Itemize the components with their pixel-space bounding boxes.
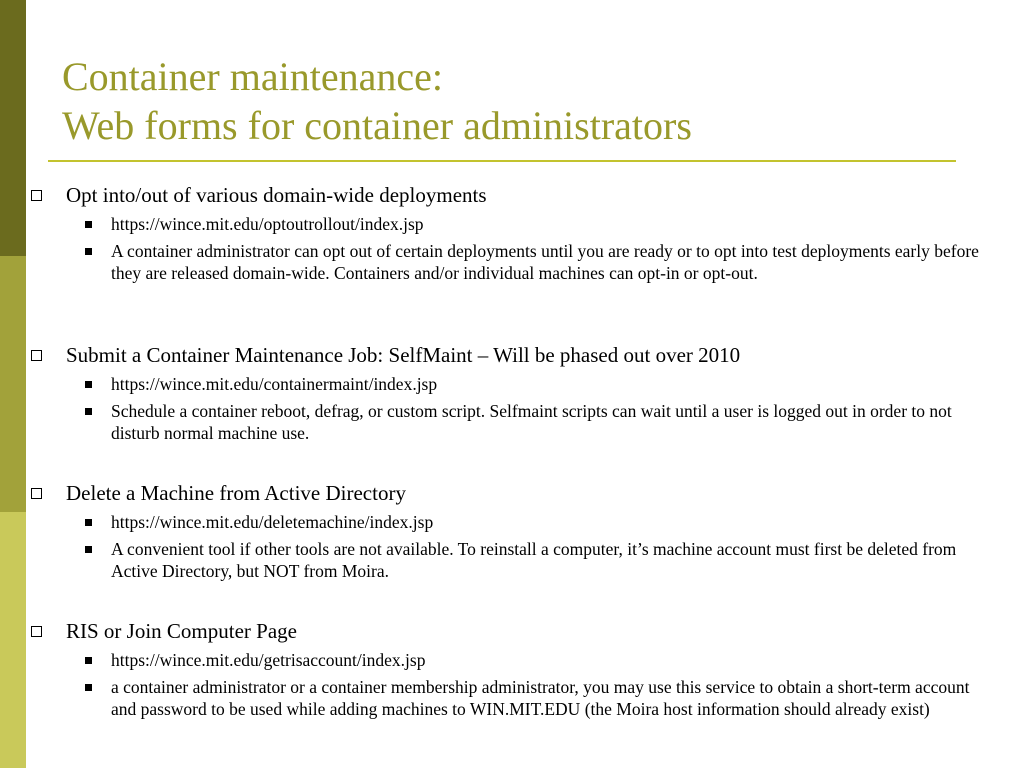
square-bullet-icon bbox=[31, 190, 42, 201]
square-bullet-icon bbox=[85, 546, 92, 553]
square-bullet-icon bbox=[85, 221, 92, 228]
description-ris: a container administrator or a container membership administrator, you may use this service to obtain a short-term account and password to be used while adding machines to WIN.MIT.EDU (the Moira host information should already exist) bbox=[111, 677, 970, 719]
square-bullet-icon bbox=[31, 350, 42, 361]
section-heading-selfmaint: Submit a Container Maintenance Job: SelfMaint – Will be phased out over 2010 bbox=[66, 343, 741, 367]
slide-title bbox=[62, 52, 692, 150]
description-delete: A convenient tool if other tools are not available. To reinstall a computer, it’s machine account must first be deleted from Active Directory, but NOT from Moira. bbox=[111, 539, 957, 581]
square-bullet-icon bbox=[85, 657, 92, 664]
section-heading-opt: Opt into/out of various domain-wide deployments bbox=[66, 183, 487, 207]
description-selfmaint: Schedule a container reboot, defrag, or custom script. Selfmaint scripts can wait until a user is logged out in order to not disturb normal machine use. bbox=[111, 401, 952, 443]
link-containermaint[interactable]: https://wince.mit.edu/containermaint/index.jsp bbox=[111, 374, 438, 394]
link-optoutrollout[interactable]: https://wince.mit.edu/optoutrollout/index.jsp bbox=[111, 214, 424, 234]
link-deletemachine[interactable]: https://wince.mit.edu/deletemachine/index.jsp bbox=[111, 512, 434, 532]
title-underline bbox=[48, 160, 956, 162]
link-getrisaccount[interactable]: https://wince.mit.edu/getrisaccount/index.jsp bbox=[111, 650, 426, 670]
square-bullet-icon bbox=[85, 248, 92, 255]
title-line-1: Container maintenance: bbox=[62, 54, 443, 99]
square-bullet-icon bbox=[31, 626, 42, 637]
square-bullet-icon bbox=[85, 684, 92, 691]
square-bullet-icon bbox=[85, 381, 92, 388]
square-bullet-icon bbox=[85, 408, 92, 415]
side-bar-dark bbox=[0, 0, 26, 256]
side-bar-light bbox=[0, 512, 26, 768]
section-heading-ris: RIS or Join Computer Page bbox=[66, 619, 297, 643]
title-line-2: Web forms for container administrators bbox=[62, 103, 692, 148]
description-opt: A container administrator can opt out of certain deployments until you are ready or to opt into test deployments early before they are released domain-wide. Containers and/or individual machines can opt-in or opt-out. bbox=[111, 241, 979, 283]
side-bar-mid bbox=[0, 256, 26, 512]
square-bullet-icon bbox=[31, 488, 42, 499]
square-bullet-icon bbox=[85, 519, 92, 526]
section-heading-delete: Delete a Machine from Active Directory bbox=[66, 481, 406, 505]
